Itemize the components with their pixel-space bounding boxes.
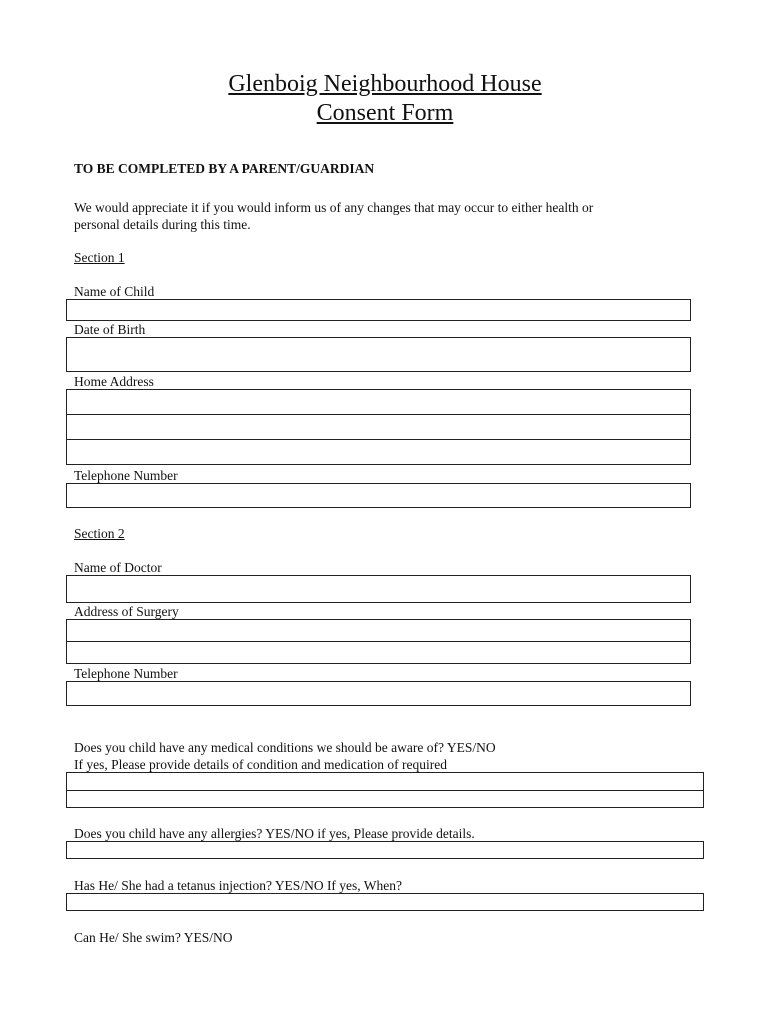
surgery-address-label: Address of Surgery <box>74 604 179 619</box>
doctor-name-label: Name of Doctor <box>74 560 162 575</box>
doctor-name-field[interactable] <box>66 575 691 603</box>
date-of-birth-field[interactable] <box>66 337 691 372</box>
form-title-line1: Glenboig Neighbourhood House <box>228 71 542 97</box>
intro-paragraph-line1: We would appreciate it if you would inform us of any changes that may occur to either health or <box>74 200 594 215</box>
medical-conditions-field-line1[interactable] <box>66 772 704 791</box>
medical-conditions-field-line2[interactable] <box>66 790 704 808</box>
tetanus-question: Has He/ She had a tetanus injection? YES/NO If yes, When? <box>74 878 403 893</box>
allergies-question: Does you child have any allergies? YES/NO if yes, Please provide details. <box>74 826 475 841</box>
surgery-telephone-field[interactable] <box>66 681 691 706</box>
home-address-field-line2[interactable] <box>66 414 691 440</box>
section1-heading: Section 1 <box>74 250 125 265</box>
home-telephone-field[interactable] <box>66 483 691 508</box>
tetanus-field[interactable] <box>66 893 704 911</box>
form-title-line2: Consent Form <box>316 100 454 126</box>
surgery-address-field-line2[interactable] <box>66 641 691 664</box>
intro-paragraph-line2: personal details during this time. <box>74 217 251 232</box>
medical-conditions-details-prompt: If yes, Please provide details of condition and medication of required <box>74 757 448 772</box>
home-telephone-label: Telephone Number <box>74 468 178 483</box>
home-address-field-line1[interactable] <box>66 389 691 415</box>
child-name-label: Name of Child <box>74 284 155 299</box>
section2-heading: Section 2 <box>74 526 125 541</box>
date-of-birth-label: Date of Birth <box>74 322 146 337</box>
medical-conditions-question: Does you child have any medical conditions we should be aware of? YES/NO <box>74 740 496 755</box>
child-name-field[interactable] <box>66 299 691 321</box>
instruction-heading: TO BE COMPLETED BY A PARENT/GUARDIAN <box>74 161 375 176</box>
surgery-address-field-line1[interactable] <box>66 619 691 642</box>
surgery-telephone-label: Telephone Number <box>74 666 178 681</box>
home-address-label: Home Address <box>74 374 154 389</box>
swim-question: Can He/ She swim? YES/NO <box>74 930 233 945</box>
allergies-field[interactable] <box>66 841 704 859</box>
home-address-field-line3[interactable] <box>66 439 691 465</box>
